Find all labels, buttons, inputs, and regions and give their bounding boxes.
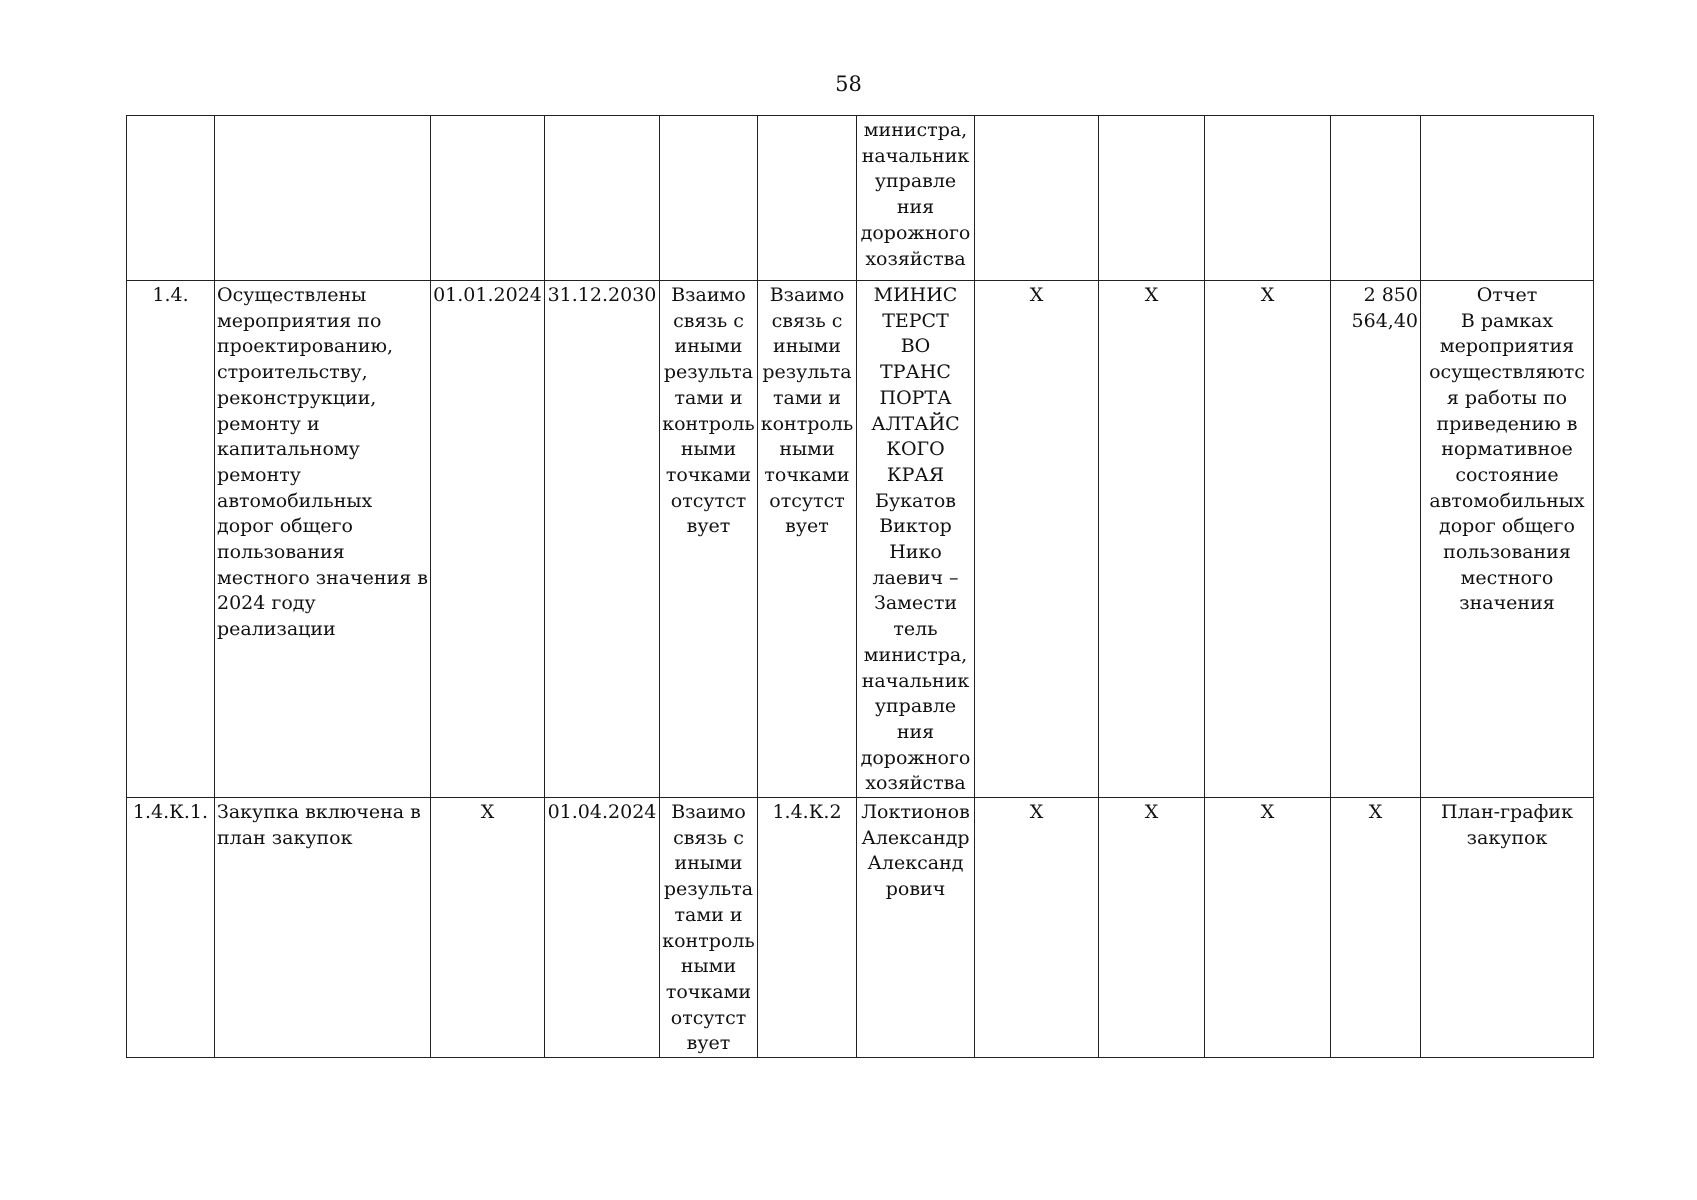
- cell-amount: [1331, 798, 1421, 1058]
- cell-text-line: управле: [874, 695, 957, 718]
- cell-amount: [1331, 116, 1421, 281]
- cell-name: [215, 116, 431, 281]
- cell-text-line: план закупок: [217, 826, 353, 849]
- cell-text-line: закупок: [1466, 826, 1548, 849]
- cell-end-date: 01.04.2024: [545, 798, 660, 1058]
- cell-text-line: результа: [762, 361, 852, 384]
- cell-text-line: точками: [665, 980, 752, 1003]
- cell-text-line: Замести: [873, 592, 957, 615]
- cell-text-line: иными: [674, 335, 743, 358]
- cell-col-8: X: [975, 281, 1099, 798]
- cell-text-line: хозяйства: [865, 247, 966, 270]
- cell-responsible: [857, 116, 975, 281]
- cell-responsible: [857, 281, 975, 798]
- cell-text-line: автомобильных: [1429, 489, 1585, 512]
- cell-text-line: Локтионов: [861, 801, 970, 824]
- cell-text-line: ния: [896, 720, 935, 743]
- cell-text-line: 1.4.К.2: [772, 801, 842, 824]
- cell-text-line: Взаимо: [769, 284, 845, 306]
- cell-text-line: пользования: [1443, 541, 1571, 564]
- cell-text-line: значения: [1459, 592, 1555, 615]
- cell-col-8: [975, 116, 1099, 281]
- cell-text-line: результа: [663, 878, 754, 901]
- page-number: 58: [835, 72, 862, 96]
- cell-end-date: [545, 116, 660, 281]
- cell-number: 1.4.: [127, 281, 215, 798]
- cell-text-line: результа: [663, 361, 754, 384]
- cell-text-line: Взаимо: [671, 801, 746, 824]
- cell-relation: [660, 798, 758, 1058]
- cell-text-line: Нико: [889, 541, 942, 564]
- cell-text-line: иными: [674, 852, 743, 875]
- cell-end-date: 31.12.2030: [545, 281, 660, 798]
- cell-text-line: вует: [686, 1032, 731, 1055]
- cell-text-line: ТРАНС: [880, 361, 951, 384]
- cell-text-line: ремонту и: [217, 412, 320, 435]
- cell-text-line: реконструкции,: [217, 386, 377, 409]
- cell-text-line: План-график: [1441, 801, 1573, 824]
- cell-number: [127, 116, 215, 281]
- cell-text-line: приведению в: [1436, 412, 1578, 435]
- cell-text-line: Букатов: [875, 489, 956, 512]
- table-row: [127, 281, 1594, 798]
- cell-text-line: отсутст: [670, 489, 747, 512]
- cell-text-line: В рамках: [1460, 309, 1554, 332]
- cell-text-line: реализации: [217, 618, 336, 641]
- cell-name: [215, 281, 431, 798]
- cell-text-line: 564,40: [1351, 309, 1418, 332]
- cell-col-8: X: [975, 798, 1099, 1058]
- cell-text-line: дорожного: [860, 746, 971, 769]
- cell-text-line: отсутст: [670, 1006, 747, 1029]
- cell-text-line: я работы по: [1446, 386, 1568, 409]
- cell-col-10: X: [1205, 281, 1331, 798]
- cell-text-line: дорожного: [860, 221, 971, 244]
- cell-text-line: рович: [885, 878, 946, 901]
- cell-text-line: связь с: [673, 309, 744, 332]
- cell-text-line: начальник: [861, 669, 970, 692]
- cell-text-line: ПОРТА: [879, 386, 952, 409]
- cell-text-line: ными: [779, 438, 835, 461]
- cell-text-line: тами и: [674, 903, 743, 926]
- cell-text-line: Александ: [867, 852, 964, 875]
- cell-text-line: местного: [1460, 566, 1554, 589]
- cell-text-line: Взаимо: [671, 284, 746, 306]
- cell-col-9: [1099, 116, 1205, 281]
- cell-text-line: мероприятия по: [217, 309, 382, 332]
- cell-text-line: ными: [680, 955, 737, 978]
- cell-relation-2: [758, 798, 857, 1058]
- cell-text-line: тами и: [773, 386, 841, 409]
- cell-text-line: вует: [686, 515, 731, 538]
- cell-number: 1.4.К.1.: [127, 798, 215, 1058]
- table-row: [127, 798, 1594, 1058]
- cell-text-line: Отчет: [1476, 284, 1538, 306]
- cell-relation-2: [758, 281, 857, 798]
- table-row: [127, 116, 1594, 281]
- cell-col-9: X: [1099, 798, 1205, 1058]
- cell-text-line: КОГО: [886, 438, 945, 461]
- cell-text-line: КРАЯ: [886, 463, 945, 486]
- cell-text-line: 2 850: [1363, 284, 1418, 306]
- cell-text-line: местного значения в: [217, 566, 428, 589]
- cell-text-line: ремонту: [217, 463, 301, 486]
- cell-text-line: Виктор: [879, 515, 952, 538]
- cell-text-line: контроль: [760, 412, 854, 435]
- cell-text-line: ТЕРСТ: [882, 309, 949, 332]
- cell-note: [1421, 116, 1594, 281]
- cell-col-9: X: [1099, 281, 1205, 798]
- cell-text-line: связь с: [771, 309, 843, 332]
- cell-relation: [660, 281, 758, 798]
- cell-amount: [1331, 281, 1421, 798]
- cell-text-line: лаевич –: [872, 566, 959, 589]
- cell-start-date: X: [431, 798, 545, 1058]
- cell-text-line: проектированию,: [217, 335, 394, 358]
- cell-text-line: X: [1368, 801, 1383, 824]
- cell-note: [1421, 798, 1594, 1058]
- cell-text-line: дорог общего: [217, 515, 353, 538]
- cell-text-line: капитальному: [217, 438, 360, 461]
- cell-col-10: [1205, 116, 1331, 281]
- cell-text-line: вует: [785, 515, 829, 538]
- cell-text-line: ния: [896, 196, 935, 219]
- cell-responsible: [857, 798, 975, 1058]
- cell-text-line: иными: [773, 335, 841, 358]
- cell-text-line: отсутст: [769, 489, 845, 512]
- cell-text-line: контроль: [662, 929, 755, 952]
- cell-text-line: ВО: [900, 335, 931, 358]
- cell-text-line: министра,: [863, 643, 968, 666]
- cell-text-line: тель: [893, 618, 938, 641]
- cell-text-line: связь с: [673, 826, 744, 849]
- cell-text-line: Осуществлены: [217, 284, 367, 306]
- cell-text-line: точками: [764, 463, 850, 486]
- cell-text-line: нормативное: [1441, 438, 1573, 461]
- cell-text-line: 2024 году: [217, 592, 316, 615]
- cell-relation-2: [758, 116, 857, 281]
- cell-text-line: дорог общего: [1439, 515, 1575, 538]
- activities-table: [126, 115, 1594, 1058]
- cell-text-line: строительству,: [217, 361, 368, 384]
- cell-text-line: мероприятия: [1439, 335, 1575, 358]
- cell-start-date: 01.01.2024: [431, 281, 545, 798]
- cell-text-line: управле: [874, 170, 957, 193]
- cell-text-line: начальник: [861, 144, 970, 167]
- cell-text-line: хозяйства: [865, 772, 966, 795]
- cell-name: [215, 798, 431, 1058]
- cell-text-line: осуществляютс: [1429, 361, 1585, 384]
- cell-text-line: состояние: [1455, 463, 1559, 486]
- cell-text-line: Александр: [861, 826, 970, 849]
- cell-text-line: Закупка включена в: [217, 801, 421, 824]
- cell-text-line: автомобильных: [217, 489, 373, 512]
- cell-text-line: ными: [680, 438, 737, 461]
- cell-relation: [660, 116, 758, 281]
- cell-text-line: АЛТАЙС: [871, 412, 960, 435]
- cell-text-line: пользования: [217, 541, 345, 564]
- cell-note: [1421, 281, 1594, 798]
- cell-text-line: МИНИС: [873, 284, 958, 306]
- cell-text-line: контроль: [662, 412, 755, 435]
- cell-text-line: министра,: [863, 119, 968, 141]
- cell-text-line: точками: [665, 463, 752, 486]
- cell-text-line: тами и: [674, 386, 743, 409]
- cell-start-date: [431, 116, 545, 281]
- cell-col-10: X: [1205, 798, 1331, 1058]
